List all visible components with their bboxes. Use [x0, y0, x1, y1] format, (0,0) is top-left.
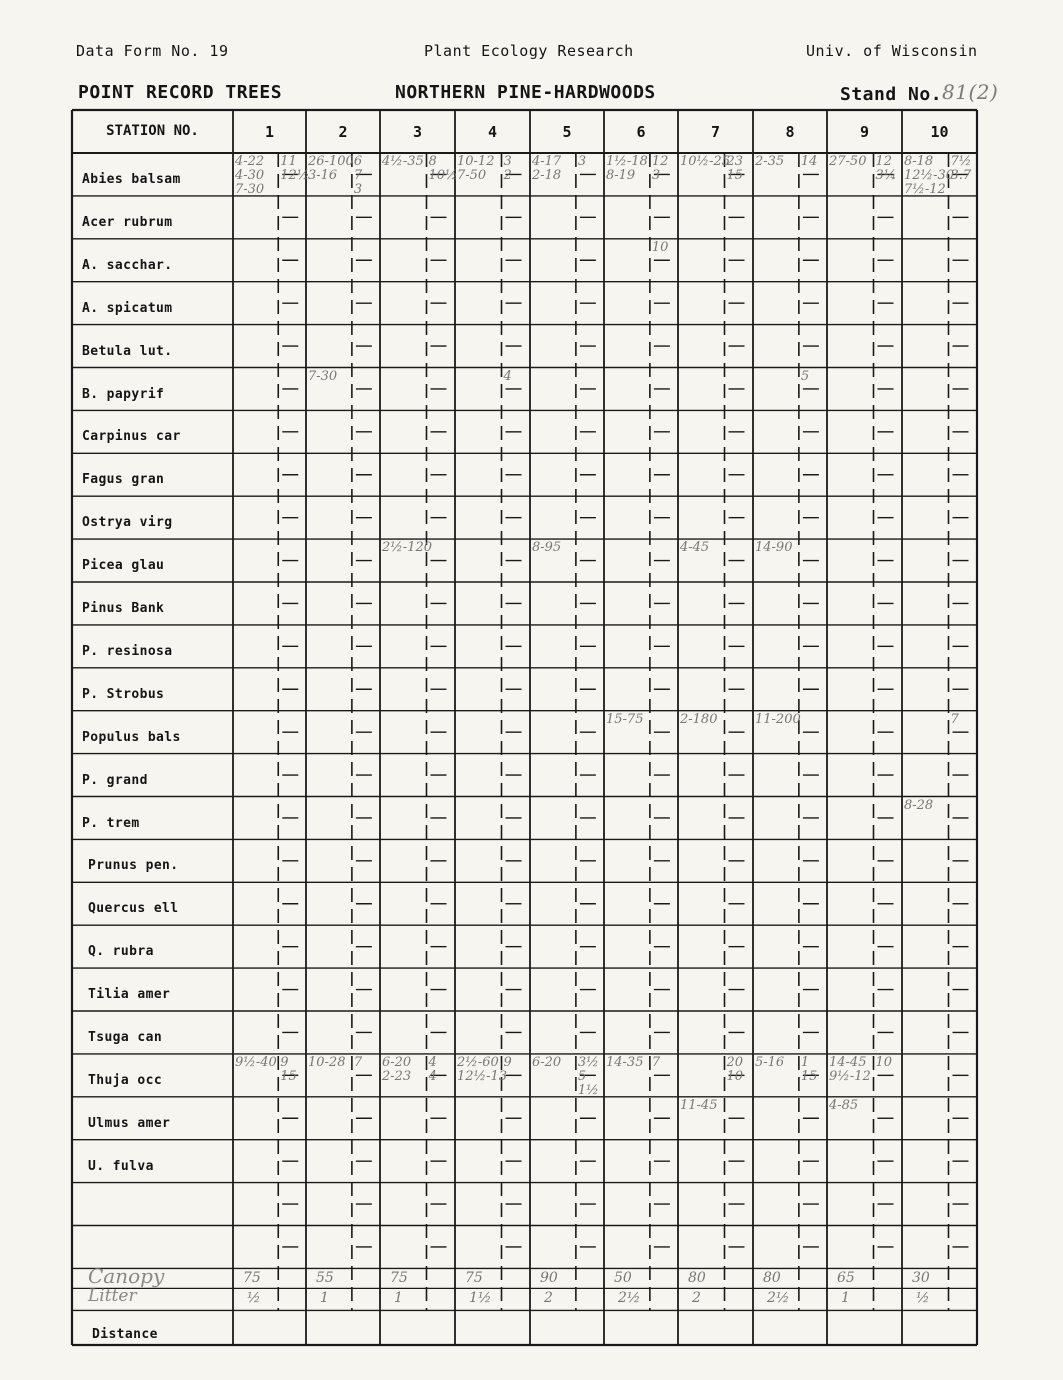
litter-value: ½ — [916, 1290, 930, 1307]
station-entry: 10-12 7-50 — [457, 154, 495, 183]
station-entry: 2-35 — [755, 154, 785, 169]
canopy-value: 50 — [614, 1270, 632, 1287]
station-entry: 4-45 — [680, 540, 710, 556]
station-entry: 7-30 — [308, 368, 338, 384]
station-entry: 4-17 2-18 — [532, 154, 562, 183]
station-entry: 7 — [353, 1054, 363, 1070]
station-entry: 9½-40 — [235, 1054, 277, 1070]
station-entry: 9 15 — [280, 1054, 297, 1084]
canopy-value: 75 — [243, 1270, 261, 1287]
station-number: 4 — [487, 123, 498, 141]
canopy-value: 65 — [837, 1270, 855, 1287]
station-entry: 4 — [503, 368, 512, 384]
canopy-label: Canopy — [88, 1264, 165, 1289]
station-entry: 15-75 — [606, 711, 644, 727]
station-number: 6 — [636, 123, 646, 141]
litter-value: 2 — [544, 1290, 553, 1307]
station-entry: 20 10 — [726, 1054, 744, 1084]
canopy-value: 80 — [763, 1270, 781, 1287]
stand-label: Stand No. — [840, 84, 943, 105]
species-label: Ulmus amer — [88, 1115, 171, 1131]
form-number: Data Form No. 19 — [76, 42, 229, 60]
species-label: Fagus gran — [82, 472, 165, 488]
station-entry: 4-22 4-30 7-30 — [235, 154, 265, 197]
species-label: P. Strobus — [82, 686, 165, 702]
station-entry: 11 12½ — [280, 154, 310, 183]
university-name: Univ. of Wisconsin — [806, 42, 978, 60]
litter-value: 1 — [320, 1290, 329, 1307]
species-label: P. trem — [82, 815, 140, 831]
species-label: Tsuga can — [88, 1030, 163, 1045]
station-entry: 3 — [577, 154, 587, 169]
litter-value: 2½ — [618, 1290, 641, 1307]
station-entry: 10 — [651, 239, 669, 255]
station-entry: 23 15 — [726, 154, 744, 183]
station-entry: 26-100 3-16 — [308, 154, 354, 183]
station-entry: 11-45 — [680, 1097, 718, 1113]
station-entry: 12 3¼ — [875, 154, 897, 183]
litter-value: 1 — [394, 1290, 403, 1307]
species-label: Prunus pen. — [88, 858, 179, 874]
station-entry: 1½-18 8-19 — [606, 154, 648, 183]
station-entry: 6-20 — [532, 1054, 562, 1070]
forest-type: NORTHERN PINE-HARDWOODS — [395, 82, 656, 103]
species-label: A. sacchar. — [82, 257, 173, 273]
canopy-value: 75 — [465, 1270, 483, 1287]
station-entry: 14-35 — [606, 1054, 644, 1070]
station-entry: 14-90 — [755, 540, 793, 556]
species-label: Carpinus car — [82, 429, 181, 445]
station-number: 3 — [412, 123, 423, 141]
species-label: Quercus ell — [88, 901, 179, 917]
station-number: 1 — [264, 123, 275, 141]
station-entry: 14 — [800, 154, 818, 169]
station-entry: 14-45 9½-12 — [829, 1054, 871, 1084]
species-label: Abies balsam — [82, 172, 181, 187]
station-entry: 11-200 — [755, 711, 801, 727]
species-label: P. grand — [82, 772, 148, 788]
station-entry: 3½ 5 1½ — [577, 1054, 599, 1098]
station-entry: 2½-120 — [382, 540, 433, 556]
species-label: Acer rubrum — [82, 214, 173, 230]
station-entry: 7½ 3.7 — [950, 154, 972, 183]
station-entry: 4-85 — [829, 1097, 859, 1113]
stand-value: 81(2) — [942, 80, 999, 104]
litter-value: 1½ — [469, 1290, 492, 1307]
station-entry: 8-28 — [904, 797, 934, 813]
station-number: 9 — [859, 123, 870, 141]
station-entry: 5-16 — [755, 1054, 785, 1070]
species-label: Q. rubra — [88, 944, 154, 960]
station-number: 5 — [562, 123, 572, 141]
distance-label: Distance — [92, 1327, 158, 1342]
species-label: Thuja occ — [88, 1072, 163, 1088]
station-entry: 4 4 — [428, 1054, 437, 1084]
station-number: 8 — [785, 123, 795, 141]
station-entry: 27-50 — [829, 154, 867, 169]
station-no-header: STATION NO. — [106, 123, 199, 139]
organization-name: Plant Ecology Research — [424, 42, 634, 60]
litter-value: ½ — [247, 1290, 261, 1307]
litter-label: Litter — [88, 1286, 137, 1307]
species-label: Picea glau — [82, 558, 165, 574]
species-label: A. spicatum — [82, 300, 173, 316]
station-entry: 10 — [875, 1054, 893, 1070]
litter-value: 2 — [692, 1290, 701, 1307]
canopy-value: 75 — [390, 1270, 408, 1287]
station-entry: 6 7 3 — [353, 154, 363, 197]
species-label: Pinus Bank — [82, 601, 165, 616]
station-entry: 10½-25 — [680, 154, 731, 169]
litter-value: 2½ — [767, 1290, 790, 1307]
canopy-value: 80 — [688, 1270, 706, 1287]
station-entry: 7 — [950, 711, 959, 727]
form-title: POINT RECORD TREES — [78, 82, 283, 103]
species-label: U. fulva — [88, 1158, 154, 1174]
station-entry: 10-28 — [308, 1054, 346, 1070]
station-entry: 12 3 — [651, 154, 669, 183]
station-entry: 2½-60 12½-13 — [457, 1054, 508, 1084]
station-number: 7 — [710, 123, 721, 141]
canopy-value: 90 — [540, 1270, 558, 1287]
canopy-value: 55 — [316, 1270, 334, 1287]
species-label: Ostrya virg — [82, 515, 173, 531]
species-label: Betula lut. — [82, 343, 173, 359]
canopy-value: 30 — [912, 1270, 930, 1287]
station-entry: 8-18 12½-30 7½-12 — [904, 154, 955, 197]
species-label: Populus bals — [82, 729, 181, 745]
station-number: 2 — [338, 123, 348, 141]
species-label: B. papyrif — [82, 386, 165, 402]
station-entry: 9 — [503, 1054, 512, 1070]
station-entry: 8 10½ — [428, 154, 458, 183]
species-label: P. resinosa — [82, 643, 173, 659]
station-entry: 6-20 2-23 — [382, 1054, 412, 1084]
station-entry: 2-180 — [680, 711, 718, 727]
station-entry: 5 — [800, 368, 810, 384]
species-label: Tilia amer — [88, 987, 171, 1003]
station-entry: 3 2 — [503, 154, 512, 183]
litter-value: 1 — [841, 1290, 850, 1307]
station-entry: 8-95 — [532, 540, 562, 556]
station-number: 10 — [930, 123, 949, 141]
station-entry: 4½-35 — [382, 154, 424, 169]
station-entry: 7 — [651, 1054, 661, 1070]
station-entry: 1 15 — [800, 1054, 818, 1084]
